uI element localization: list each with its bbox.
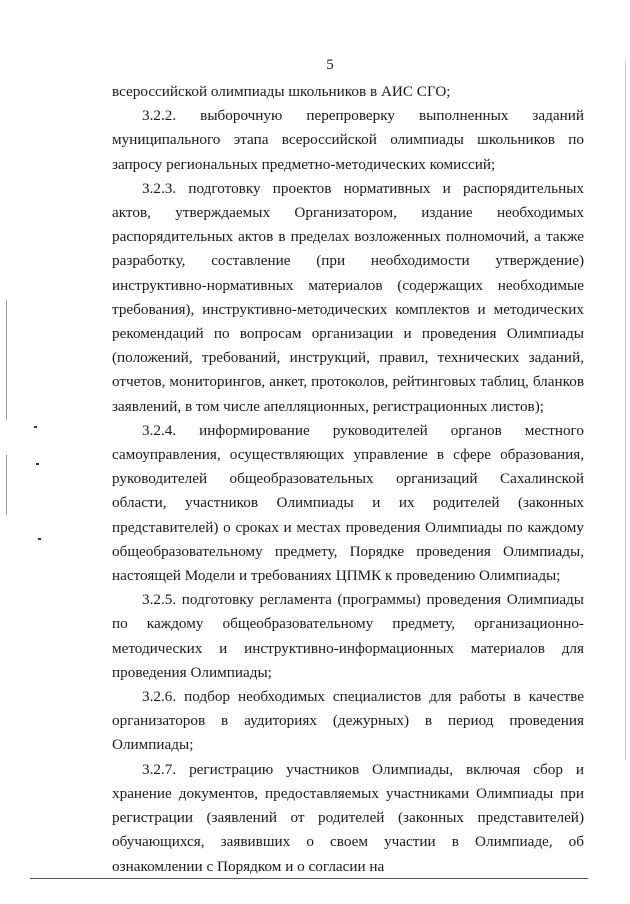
page-number: 5	[326, 57, 334, 73]
scan-speck	[34, 426, 37, 428]
scan-right-edge	[625, 60, 626, 760]
document-body	[112, 80, 584, 879]
paragraph-3-2-7: 3.2.7. регистрацию участников Олимпиады, включая сбор и хранение документов, предоставляемых участниками Олимпиады при регистрации (заявлений от родителей (законных представителей) обучающихся, заявивших о своем участии в Олимпиаде, об ознакомлении с Порядком и о согласии на	[112, 760, 584, 875]
scan-speck	[36, 463, 39, 465]
scan-speck	[38, 538, 41, 540]
bottom-rule	[30, 878, 588, 879]
scan-edge-artifact	[6, 455, 7, 515]
paragraph-3-2-4: 3.2.4. информирование руководителей органов местного самоуправления, осуществляющих управление в сфере образования, руководителей общеобразовательных организаций Сахалинской области, участников Олимпиады и их родителей (законных представителей) о сроках и местах проведения Олимпиады по каждому общеобразовательному предмету, Порядке проведения Олимпиады, настоящей Модели и требованиях ЦПМК к проведению Олимпиады;	[112, 421, 584, 585]
scan-edge-artifact	[6, 300, 7, 420]
paragraph-3-2-6: 3.2.6. подбор необходимых специалистов для работы в качестве организаторов в аудиториях (дежурных) в период проведения Олимпиады;	[112, 688, 584, 754]
paragraph-3-2-2: 3.2.2. выборочную перепроверку выполненных заданий муниципального этапа всероссийской олимпиады школьников по запросу региональных предметно-методических комиссий;	[112, 107, 584, 173]
paragraph-3-2-5: 3.2.5. подготовку регламента (программы) проведения Олимпиады по каждому общеобразовательному предмету, организационно-методических и инструктивно-информационных материалов для проведения Олимпиады;	[112, 591, 584, 681]
paragraph-continuation: всероссийской олимпиады школьников в АИС СГО;	[112, 83, 451, 100]
paragraph-3-2-3: 3.2.3. подготовку проектов нормативных и распорядительных актов, утверждаемых Организатором, издание необходимых распорядительных актов в пределах возложенных полномочий, а также разработку, составление (при необходимости утверждение) инструктивно-нормативных материалов (содержащих необходимые требования), инструктивно-методических комплектов и методических рекомендаций по вопросам организации и проведения Олимпиады (положений, требований, инструкций, правил, технических заданий, отчетов, мониторингов, анкет, протоколов, рейтинговых таблиц, бланков заявлений, в том числе апелляционных, регистрационных листов);	[112, 179, 584, 415]
